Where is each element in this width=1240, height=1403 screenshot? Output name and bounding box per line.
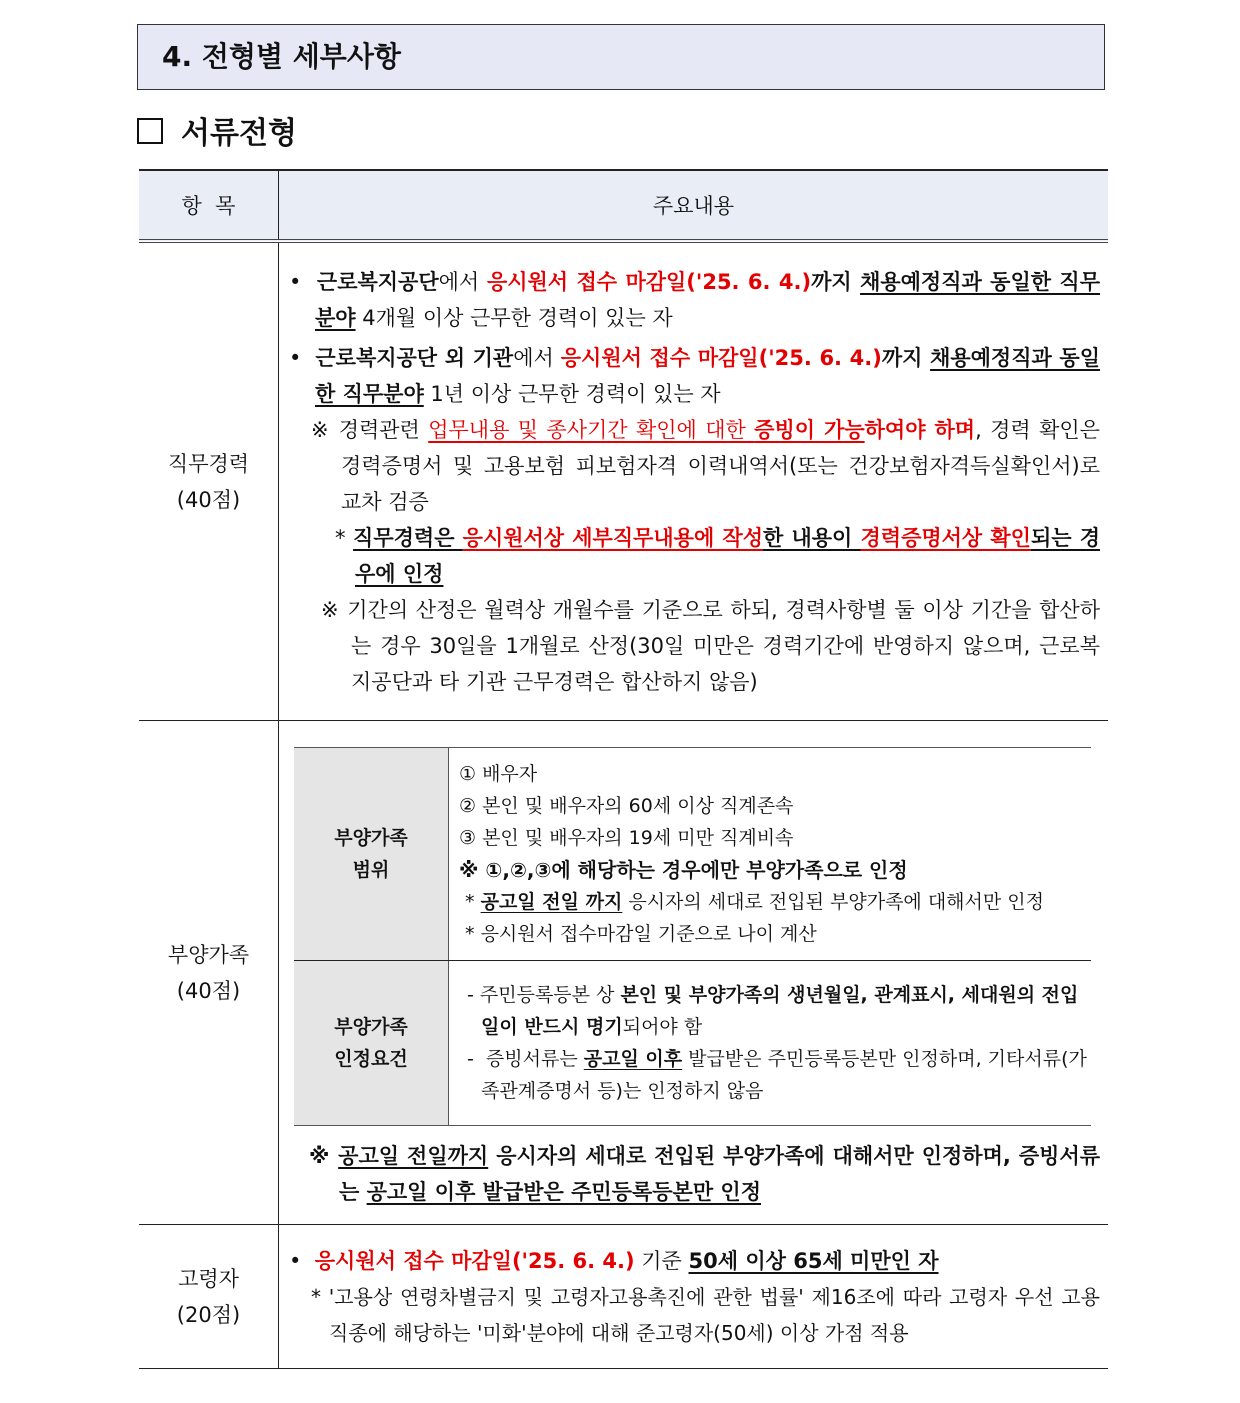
table-header-row <box>139 170 1108 241</box>
checkbox-square-icon <box>137 118 163 144</box>
elderly-label: 고령자 <box>178 1266 239 1291</box>
elderly-content <box>279 1225 1109 1369</box>
subsection-title-text: 서류전형 <box>181 116 297 151</box>
family-content <box>279 721 1109 1225</box>
header-content: 주요내용 <box>279 170 1109 241</box>
career-bullet-2: • 근로복지공단 외 기관에서 응시원서 접수 마감일('25. 6. 4.)까지 채용예정직과 동일한 직무분야 1년 이상 근무한 경력이 있는 자 <box>289 345 1100 406</box>
elderly-label-cell <box>139 1225 279 1369</box>
career-bullet-1: • 근로복지공단에서 응시원서 접수 마감일('25. 6. 4.)까지 채용예정직과 동일한 직무분야 4개월 이상 근무한 경력이 있는 자 <box>289 269 1100 330</box>
table-row-family <box>139 721 1108 1225</box>
family-requirement-content: - 주민등록등본 상 본인 및 부양가족의 생년월일, 관계표시, 세대원의 전입일이 반드시 명기되어야 함 - 증빙서류는 공고일 이후 발급받은 주민등록등본만 인정하며, 기타서류(가족관계증명서 등)는 인정하지 않음 <box>449 961 1092 1126</box>
family-requirement-label: 부양가족 인정요건 <box>294 961 449 1126</box>
family-criteria-table <box>294 747 1091 1126</box>
career-label-cell <box>139 241 279 721</box>
elderly-score: (20점) <box>176 1302 241 1327</box>
elderly-bullet: • 응시원서 접수 마감일('25. 6. 4.) 기준 50세 이상 65세 미만인 자 <box>289 1248 939 1273</box>
header-item: 항 목 <box>139 170 279 241</box>
section-title: 4. 전형별 세부사항 <box>137 24 1105 90</box>
family-requirement-row <box>294 961 1091 1126</box>
table-row-career <box>139 241 1108 721</box>
career-note-2: * 직무경력은 응시원서상 세부직무내용에 작성한 내용이 경력증명서상 확인되는 경우에 인정 <box>335 525 1100 586</box>
career-content <box>279 241 1109 721</box>
family-note: ※ 공고일 전일까지 응시자의 세대로 전입된 부양가족에 대해서만 인정하며, 증빙서류는 공고일 이후 발급받은 주민등록등본만 인정 <box>309 1144 1101 1204</box>
family-range-label: 부양가족 범위 <box>294 748 449 961</box>
table-row-elderly <box>139 1225 1108 1369</box>
family-range-content: ① 배우자 ② 본인 및 배우자의 60세 이상 직계존속 ③ 본인 및 배우자의 19세 미만 직계비속 ※ ①,②,③에 해당하는 경우에만 부양가족으로 인정 * 공고일 전일 까지 응시자의 세대로 전입된 부양가족에 대해서만 인정 * 응시원서 접수마감일 기준으로 나이 계산 <box>449 748 1092 961</box>
career-label: 직무경력 <box>167 451 250 476</box>
family-score: (40점) <box>176 978 241 1003</box>
family-label: 부양가족 <box>167 942 250 967</box>
subsection-title <box>137 108 297 152</box>
career-score: (40점) <box>176 487 241 512</box>
career-note-3: ※ 기간의 산정은 월력상 개월수를 기준으로 하되, 경력사항별 둘 이상 기간을 합산하는 경우 30일을 1개월로 산정(30일 미만은 경력기간에 반영하지 않으며, 근로복지공단과 타 기관 근무경력은 합산하지 않음) <box>321 597 1100 694</box>
family-range-row <box>294 748 1091 961</box>
career-note-1: ※ 경력관련 업무내용 및 종사기간 확인에 대한 증빙이 가능하여야 하며, 경력 확인은 경력증명서 및 고용보험 피보험자격 이력내역서(또는 건강보험자격득실확인서)로 교차 검증 <box>311 417 1100 514</box>
elderly-note: * '고용상 연령차별금지 및 고령자고용촉진에 관한 법률' 제16조에 따라 고령자 우선 고용직종에 해당하는 '미화'분야에 대해 준고령자(50세) 이상 가점 적용 <box>311 1284 1100 1345</box>
family-label-cell <box>139 721 279 1225</box>
document-screening-table <box>139 169 1108 1369</box>
